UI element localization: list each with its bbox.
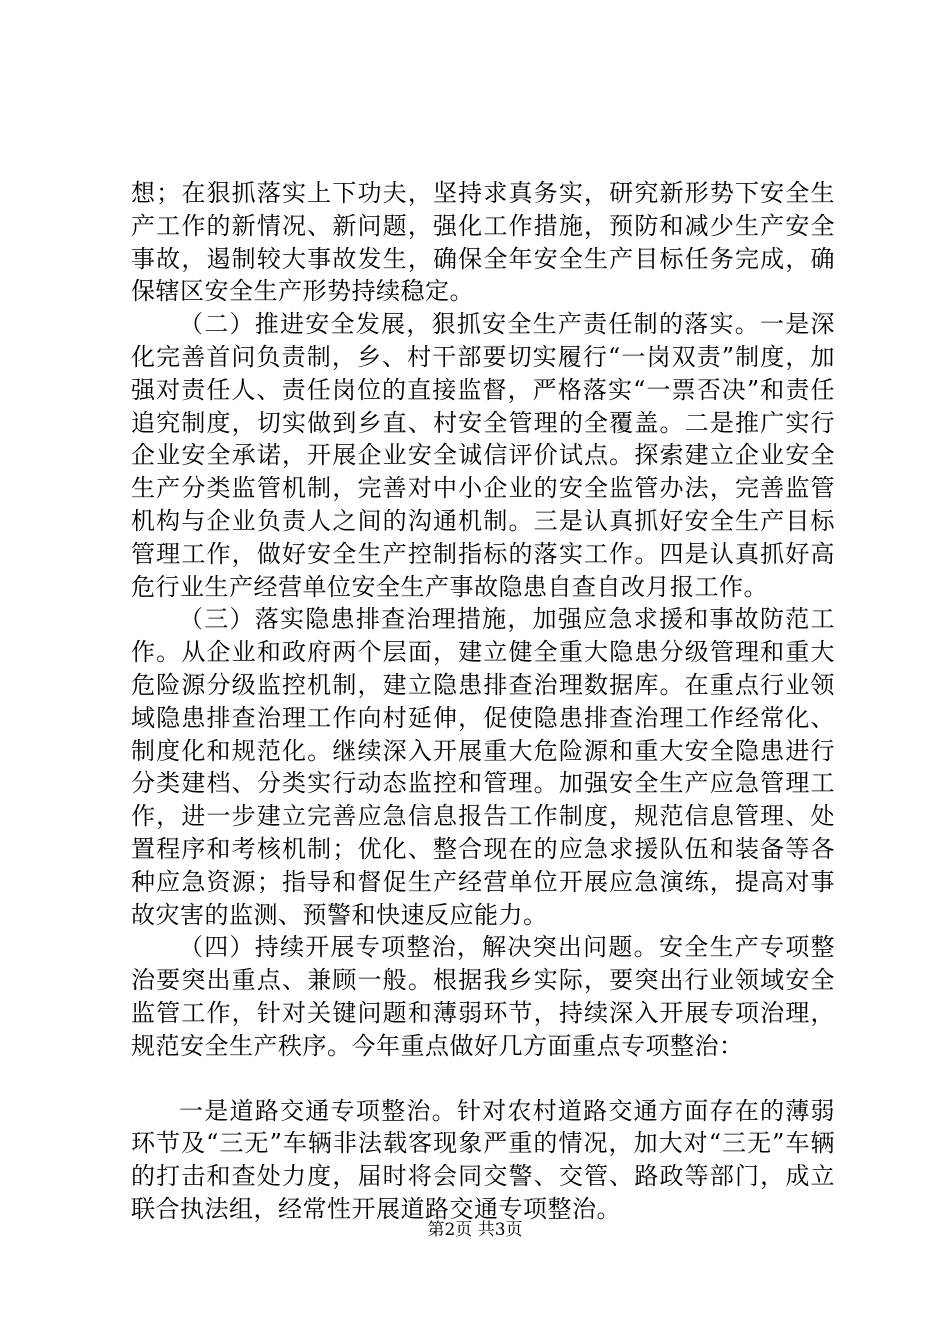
document-body <box>131 177 835 1226</box>
paragraph-section-4: （四）持续开展专项整治，解决突出问题。安全生产专项整治要突出重点、兼顾一般。根据我乡实际，要突出行业领域安全监管工作，针对关键问题和薄弱环节，持续深入开展专项治理，规范安全生产秩序。今年重点做好几方面重点专项整治： <box>131 933 835 1060</box>
paragraph-section-2: （二）推进安全发展，狠抓安全生产责任制的落实。一是深化完善首问负责制，乡、村干部要切实履行“一岗双责”制度，加强对责任人、责任岗位的直接监督，严格落实“一票否决”和责任追究制度，切实做到乡直、村安全管理的全覆盖。二是推广实行企业安全承诺，开展企业安全诚信评价试点。探索建立企业安全生产分类监管机制，完善对中小企业的安全监管办法，完善监管机构与企业负责人之间的沟通机制。三是认真抓好安全生产目标管理工作，做好安全生产控制指标的落实工作。四是认真抓好高危行业生产经营单位安全生产事故隐患自查自改月报工作。 <box>131 310 835 601</box>
page-number-footer: 第2页 共3页 <box>427 1220 523 1240</box>
paragraph-section-3: （三）落实隐患排查治理措施，加强应急求援和事故防范工作。从企业和政府两个层面，建立健全重大隐患分级管理和重大危险源分级监控机制，建立隐患排查治理数据库。在重点行业领域隐患排查治理工作向村延伸，促使隐患排查治理工作经常化、制度化和规范化。继续深入开展重大危险源和重大安全隐患进行分类建档、分类实行动态监控和管理。加强安全生产应急管理工作，进一步建立完善应急信息报告工作制度，规范信息管理、处置程序和考核机制；优化、整合现在的应急求援队伍和装备等各种应急资源；指导和督促生产经营单位开展应急演练，提高对事故灾害的监测、预警和快速反应能力。 <box>131 605 835 929</box>
paragraph-road-traffic: 一是道路交通专项整治。针对农村道路交通方面存在的薄弱环节及“三无”车辆非法载客现象严重的情况，加大对“三无”车辆的打击和查处力度，届时将会同交警、交管、路政等部门，成立联合执法组，经常性开展道路交通专项整治。 <box>131 1096 835 1223</box>
paragraph-continuation: 想；在狠抓落实上下功夫，坚持求真务实，研究新形势下安全生产工作的新情况、新问题，强化工作措施，预防和减少生产安全事故，遏制较大事故发生，确保全年安全生产目标任务完成，确保辖区安全生产形势持续稳定。 <box>131 179 835 306</box>
